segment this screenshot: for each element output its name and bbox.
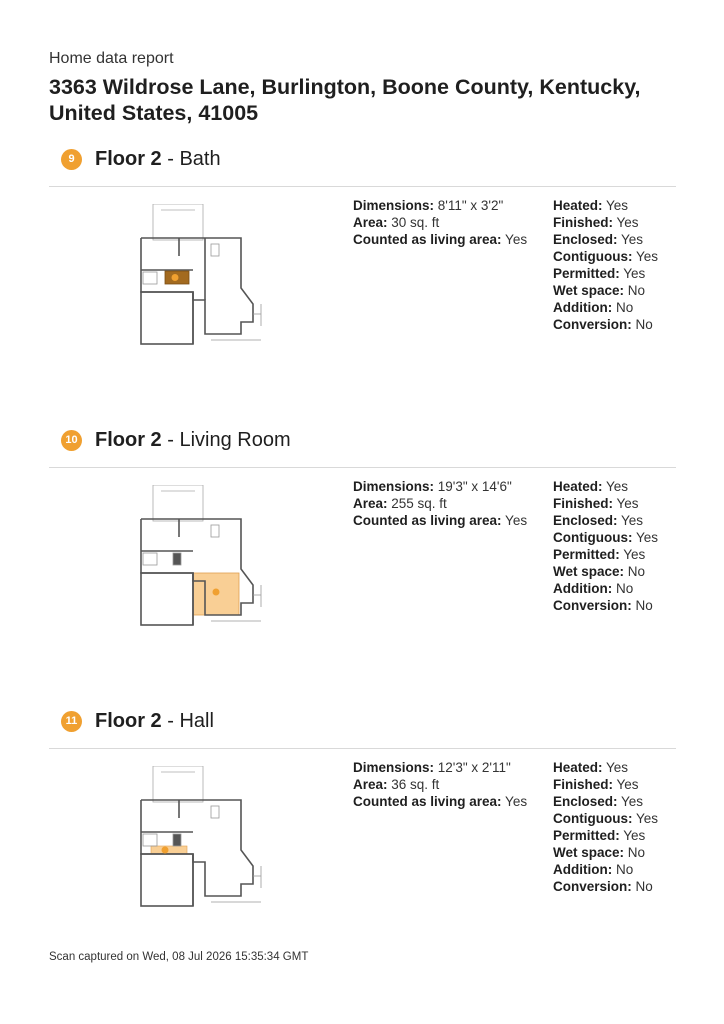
scan-timestamp: Scan captured on Wed, 08 Jul 2026 15:35:34 GMT: [49, 951, 309, 963]
floor-plan-image: [135, 485, 267, 635]
room-info-attributes: Heated: Yes Finished: Yes Enclosed: Yes Contiguous: Yes Permitted: Yes Wet space: No Addition: No Conversion: No: [553, 198, 659, 332]
room-info-primary: Dimensions: 8'11" x 3'2" Area: 30 sq. ft Counted as living area: Yes: [353, 198, 528, 247]
section-header: [49, 427, 676, 468]
room-number-badge: 9: [61, 149, 82, 170]
room-section-bath: [49, 146, 676, 406]
section-title: Floor 2 - Bath: [95, 148, 221, 170]
section-title: Floor 2 - Living Room: [95, 429, 291, 451]
room-number-badge: 11: [61, 711, 82, 732]
room-info-primary: Dimensions: 12'3" x 2'11" Area: 36 sq. ft Counted as living area: Yes: [353, 760, 528, 809]
section-title: Floor 2 - Hall: [95, 710, 214, 732]
section-header: [49, 708, 676, 749]
page-title: 3363 Wildrose Lane, Burlington, Boone County, Kentucky, United States, 41005: [49, 75, 641, 125]
floor-plan-image: [135, 204, 267, 354]
room-info-primary: Dimensions: 19'3" x 14'6" Area: 255 sq. ft Counted as living area: Yes: [353, 479, 528, 528]
section-header: [49, 146, 676, 187]
report-label: Home data report: [49, 50, 174, 67]
room-info-attributes: Heated: Yes Finished: Yes Enclosed: Yes Contiguous: Yes Permitted: Yes Wet space: No Addition: No Conversion: No: [553, 479, 659, 613]
room-section-living-room: [49, 427, 676, 687]
room-section-hall: [49, 708, 676, 968]
floor-plan-image: [135, 766, 267, 916]
room-info-attributes: Heated: Yes Finished: Yes Enclosed: Yes Contiguous: Yes Permitted: Yes Wet space: No Addition: No Conversion: No: [553, 760, 659, 894]
room-number-badge: 10: [61, 430, 82, 451]
